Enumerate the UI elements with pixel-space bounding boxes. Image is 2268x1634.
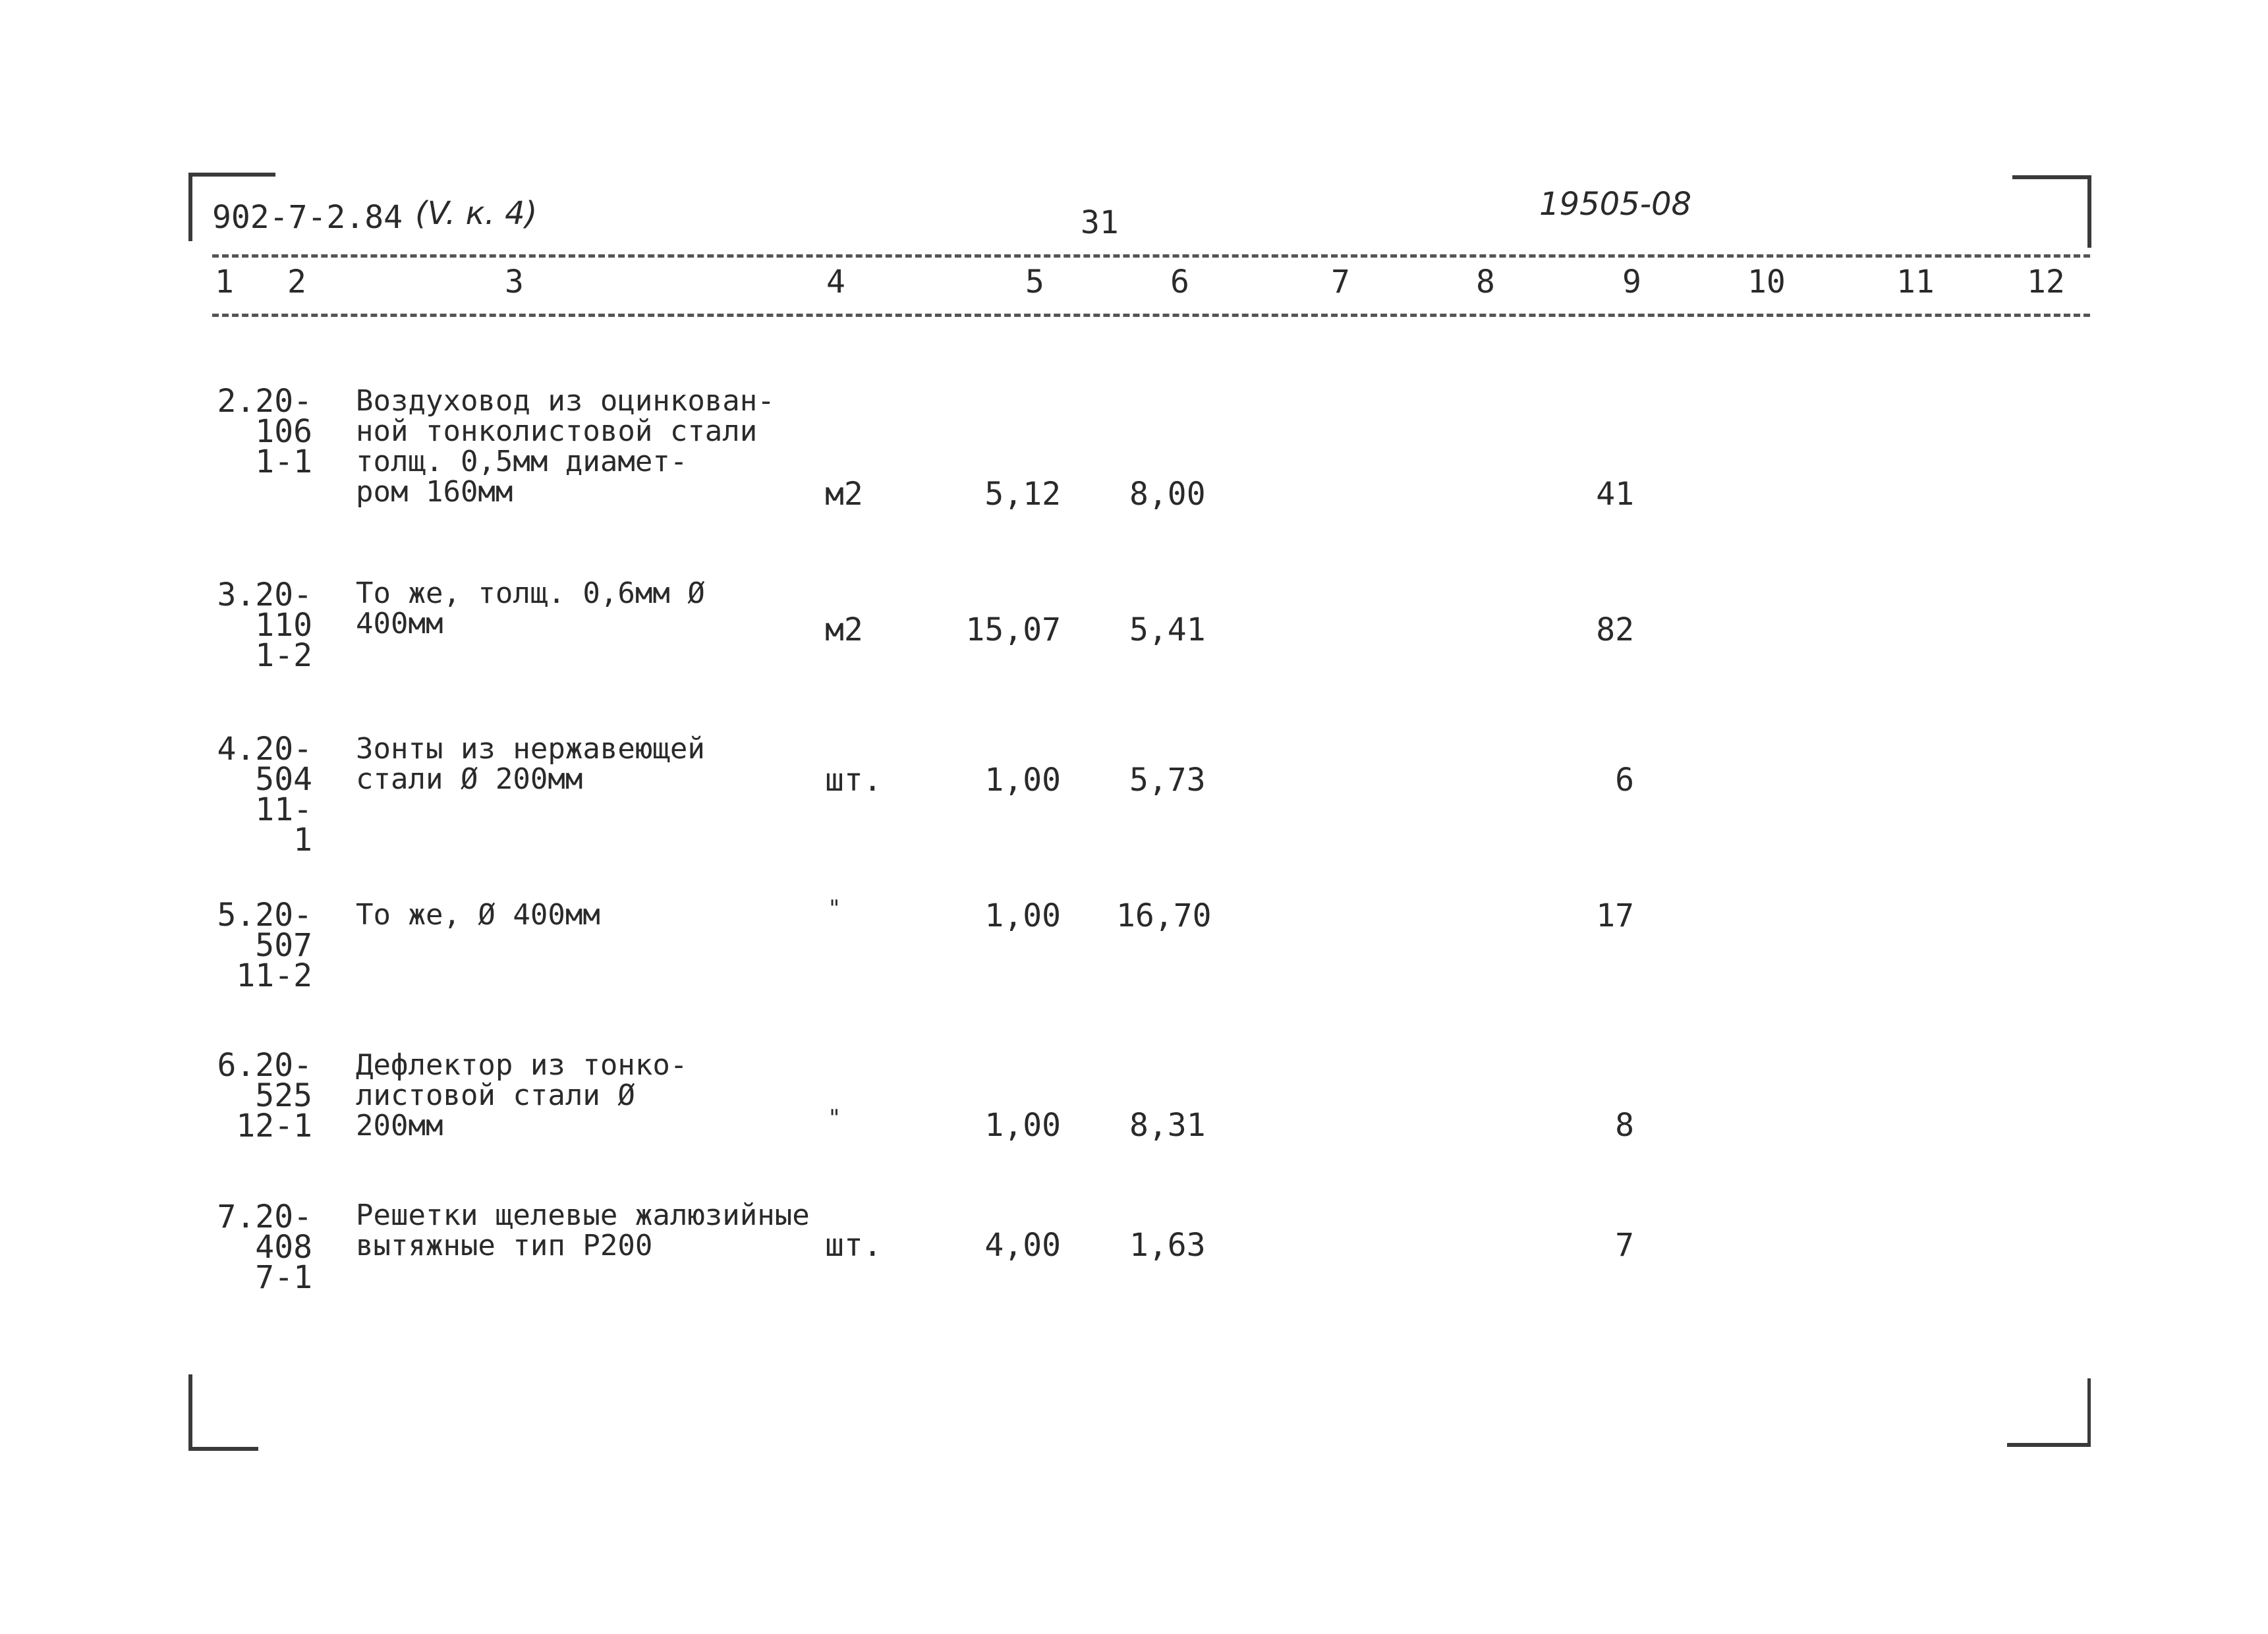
document-note: (V. к. 4): [415, 195, 538, 232]
page-number: 31: [1081, 204, 1119, 241]
row-total: 6: [1615, 762, 1634, 799]
column-number-9: 9: [1622, 264, 1641, 300]
row-price: 5,73: [1129, 762, 1206, 799]
frame-corner-bottom-right-v: [2087, 1378, 2091, 1447]
row-quantity: 1,00: [984, 897, 1061, 934]
column-number-8: 8: [1476, 264, 1495, 300]
frame-corner-top-left-h: [190, 173, 275, 177]
row-code: 6.20- 525 12-1: [217, 1047, 312, 1144]
row-description: Зонты из нержавеющей стали Ø 200мм: [356, 732, 705, 796]
row-quantity: 1,00: [984, 762, 1061, 799]
row-unit: ": [828, 1105, 841, 1131]
row-description: Воздуховод из оцинкован- ной тонколистовой стали толщ. 0,5мм диамет- ром 160мм: [356, 384, 775, 509]
row-description: Решетки щелевые жалюзийные вытяжные тип Р200: [356, 1198, 810, 1262]
column-number-1: 1: [215, 264, 234, 300]
row-code: 4.20- 504 11- 1: [217, 731, 312, 859]
column-header-bottom-rule: [212, 314, 2090, 317]
column-number-2: 2: [287, 264, 306, 300]
row-unit: м2: [825, 611, 863, 648]
row-price: 8,00: [1129, 476, 1206, 513]
row-price: 8,31: [1129, 1107, 1206, 1144]
frame-corner-top-left-v: [188, 173, 192, 241]
row-code: 3.20- 110 1-2: [217, 577, 312, 674]
row-unit: шт.: [825, 762, 882, 799]
column-number-10: 10: [1747, 264, 1786, 300]
column-number-11: 11: [1896, 264, 1935, 300]
row-quantity: 1,00: [984, 1107, 1061, 1144]
row-quantity: 15,07: [965, 611, 1061, 648]
frame-corner-bottom-left-h: [188, 1447, 258, 1451]
row-unit: м2: [825, 476, 863, 513]
row-description: То же, толщ. 0,6мм Ø 400мм: [356, 577, 705, 640]
row-total: 82: [1596, 611, 1634, 648]
column-number-5: 5: [1025, 264, 1044, 300]
row-total: 7: [1615, 1227, 1634, 1264]
column-number-6: 6: [1170, 264, 1189, 300]
column-number-7: 7: [1331, 264, 1350, 300]
row-total: 17: [1596, 897, 1634, 934]
row-description: Дефлектор из тонко- листовой стали Ø 200мм: [356, 1048, 688, 1142]
row-code: 5.20- 507 11-2: [217, 897, 312, 994]
row-code: 2.20- 106 1-1: [217, 383, 312, 480]
column-number-3: 3: [505, 264, 524, 300]
frame-corner-top-right-v: [2087, 175, 2091, 248]
row-unit: шт.: [825, 1227, 882, 1264]
column-number-12: 12: [2027, 264, 2065, 300]
column-number-4: 4: [826, 264, 845, 300]
row-quantity: 5,12: [984, 476, 1061, 513]
row-total: 41: [1596, 476, 1634, 513]
frame-corner-bottom-right-h: [2007, 1443, 2090, 1447]
column-header-top-rule: [212, 254, 2090, 258]
row-price: 5,41: [1129, 611, 1206, 648]
frame-corner-top-right-h: [2012, 175, 2091, 179]
row-price: 1,63: [1129, 1227, 1206, 1264]
frame-corner-bottom-left-v: [188, 1374, 192, 1450]
row-price: 16,70: [1116, 897, 1212, 934]
document-code: 902-7-2.84: [212, 199, 403, 236]
row-unit: ": [828, 895, 841, 922]
row-description: То же, Ø 400мм: [356, 898, 600, 932]
row-total: 8: [1615, 1107, 1634, 1144]
stamp-number: 19505-08: [1539, 186, 1692, 223]
row-quantity: 4,00: [984, 1227, 1061, 1264]
row-code: 7.20- 408 7-1: [217, 1198, 312, 1296]
